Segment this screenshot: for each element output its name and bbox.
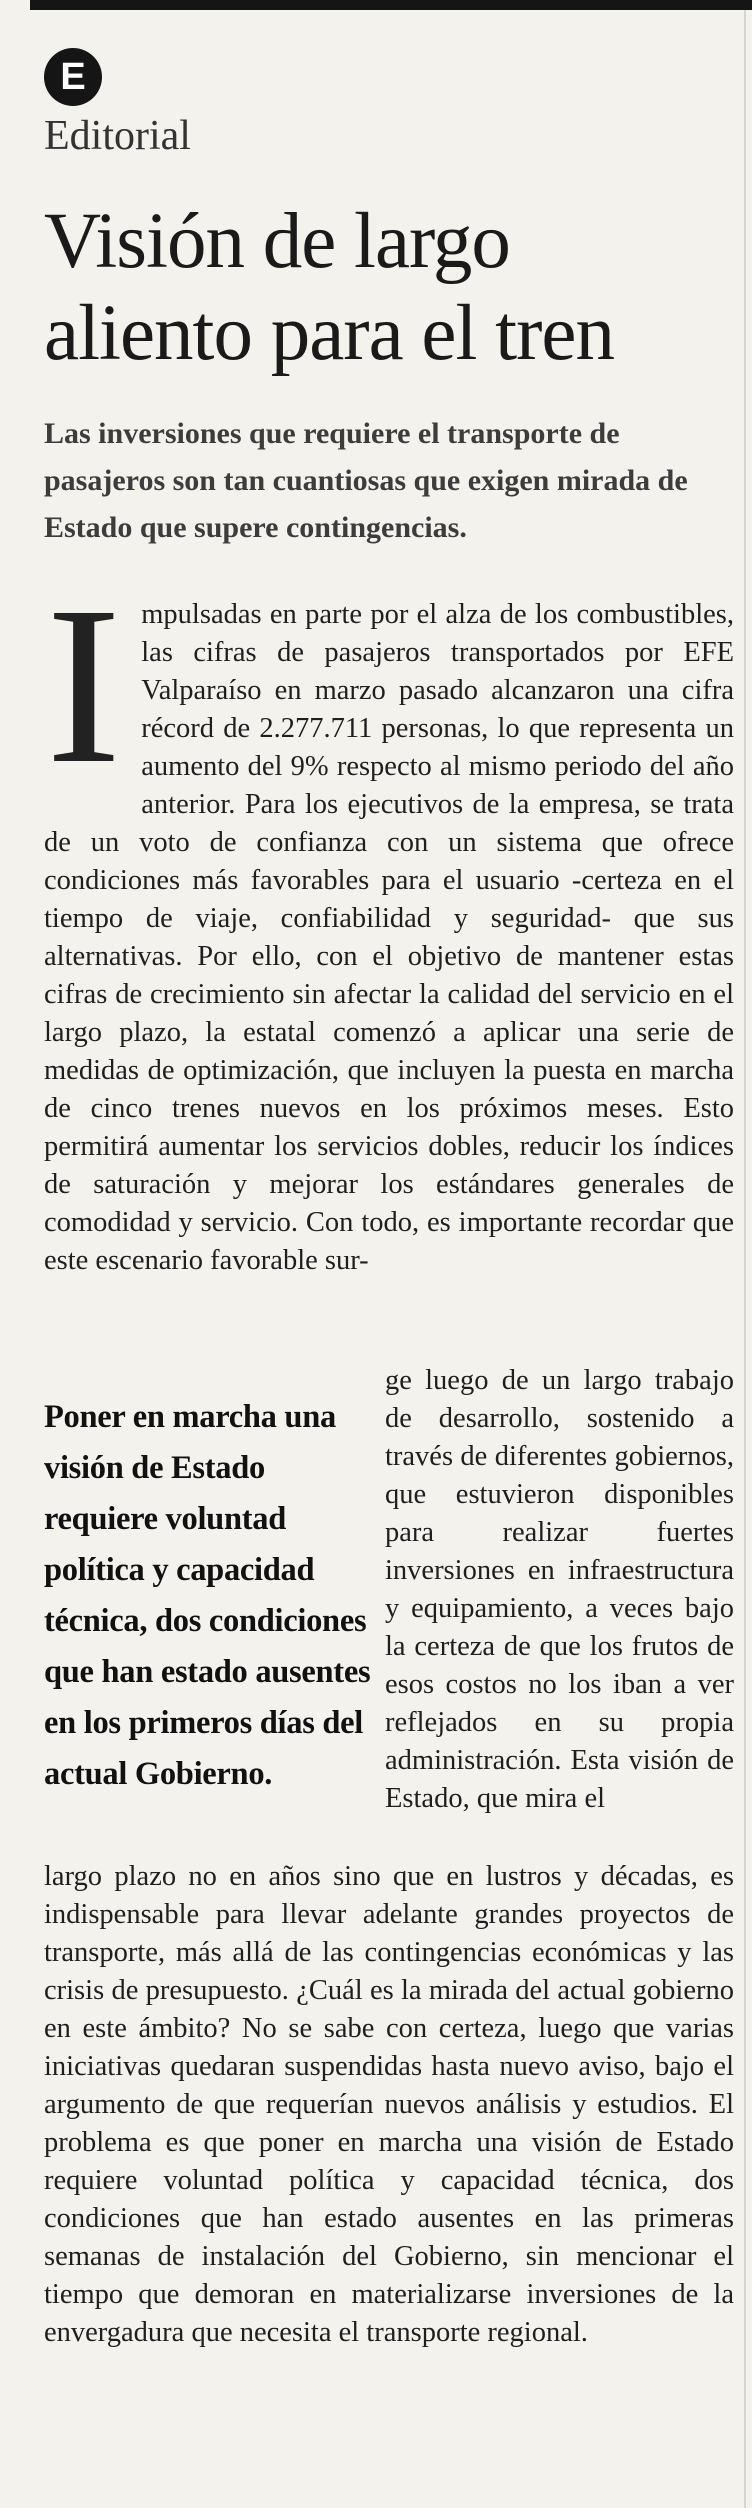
lead-paragraph [44,560,734,1280]
lead-paragraph-text: mpulsadas en parte por el alza de los combustibles, las cifras de pasajeros transportados por EFE Valparaíso en marzo pasado alcanzaron una cifra récord de 2.277.711 personas, lo que representa un aumento del 9% respecto al mismo periodo del año anterior. Para los ejecutivos de la empresa, se trata de un voto de confianza con un sistema que ofrece condiciones más favorables para el usuario -certeza en el tiempo de viaje, confiabilidad y seguridad- que sus alternativas. Por ello, con el objetivo de mantener estas cifras de crecimiento sin afectar la calidad del servicio en el largo plazo, la estatal comenzó a aplicar una serie de medidas de optimización, que incluyen la puesta en marcha de cinco trenes nuevos en los próximos meses. Esto permitirá aumentar los servicios dobles, reducir los índices de saturación y mejorar los estándares generales de comodidad y servicio. Con todo, es importante recordar que este escenario favorable sur- [44,599,734,1276]
side-column-text: ge luego de un largo trabajo de desarrollo, sostenido a través de diferentes gobiernos, que estuvieron disponibles para realizar fuertes inversiones en infraestructura y equipamiento, a veces bajo la certeza de que los frutos de esos costos no los iban a ver reflejados en su propia administración. Esta visión de Estado, que mira el [385,1365,734,1814]
drop-cap: I [46,560,122,810]
page-edge-rule [744,10,746,2508]
pull-quote: Poner en marcha una visión de Estado requiere voluntad política y capacidad técnica, dos condiciones que han estado ausentes en los primeros días del actual Gobierno. [44,1399,371,1792]
article-title: Visión de largo aliento para el tren [44,198,614,377]
section-label: Editorial [44,113,191,159]
section-badge-icon: E [44,48,102,106]
top-rule [30,0,752,10]
closing-paragraph: largo plazo no en años sino que en lustros y décadas, es indispensable para llevar adelante grandes proyectos de transporte, más allá de las contingencias económicas y las crisis de presupuesto. ¿Cuál es la mirada del actual gobierno en este ámbito? No se sabe con certeza, luego que varias iniciativas quedaran suspendidas hasta nuevo aviso, bajo el argumento de que requerían nuevos análisis y estudios. El problema es que poner en marcha una visión de Estado requiere voluntad política y capacidad técnica, dos condiciones que han estado ausentes en las primeras semanas de instalación del Gobierno, sin mencionar el tiempo que demoran en materializarse inversiones de la envergadura que necesita el transporte regional. [44,1861,734,2348]
article-deck: Las inversiones que requiere el transporte de pasajeros son tan cuantiosas que exigen mirada de Estado que supere contingencias. [44,417,688,544]
